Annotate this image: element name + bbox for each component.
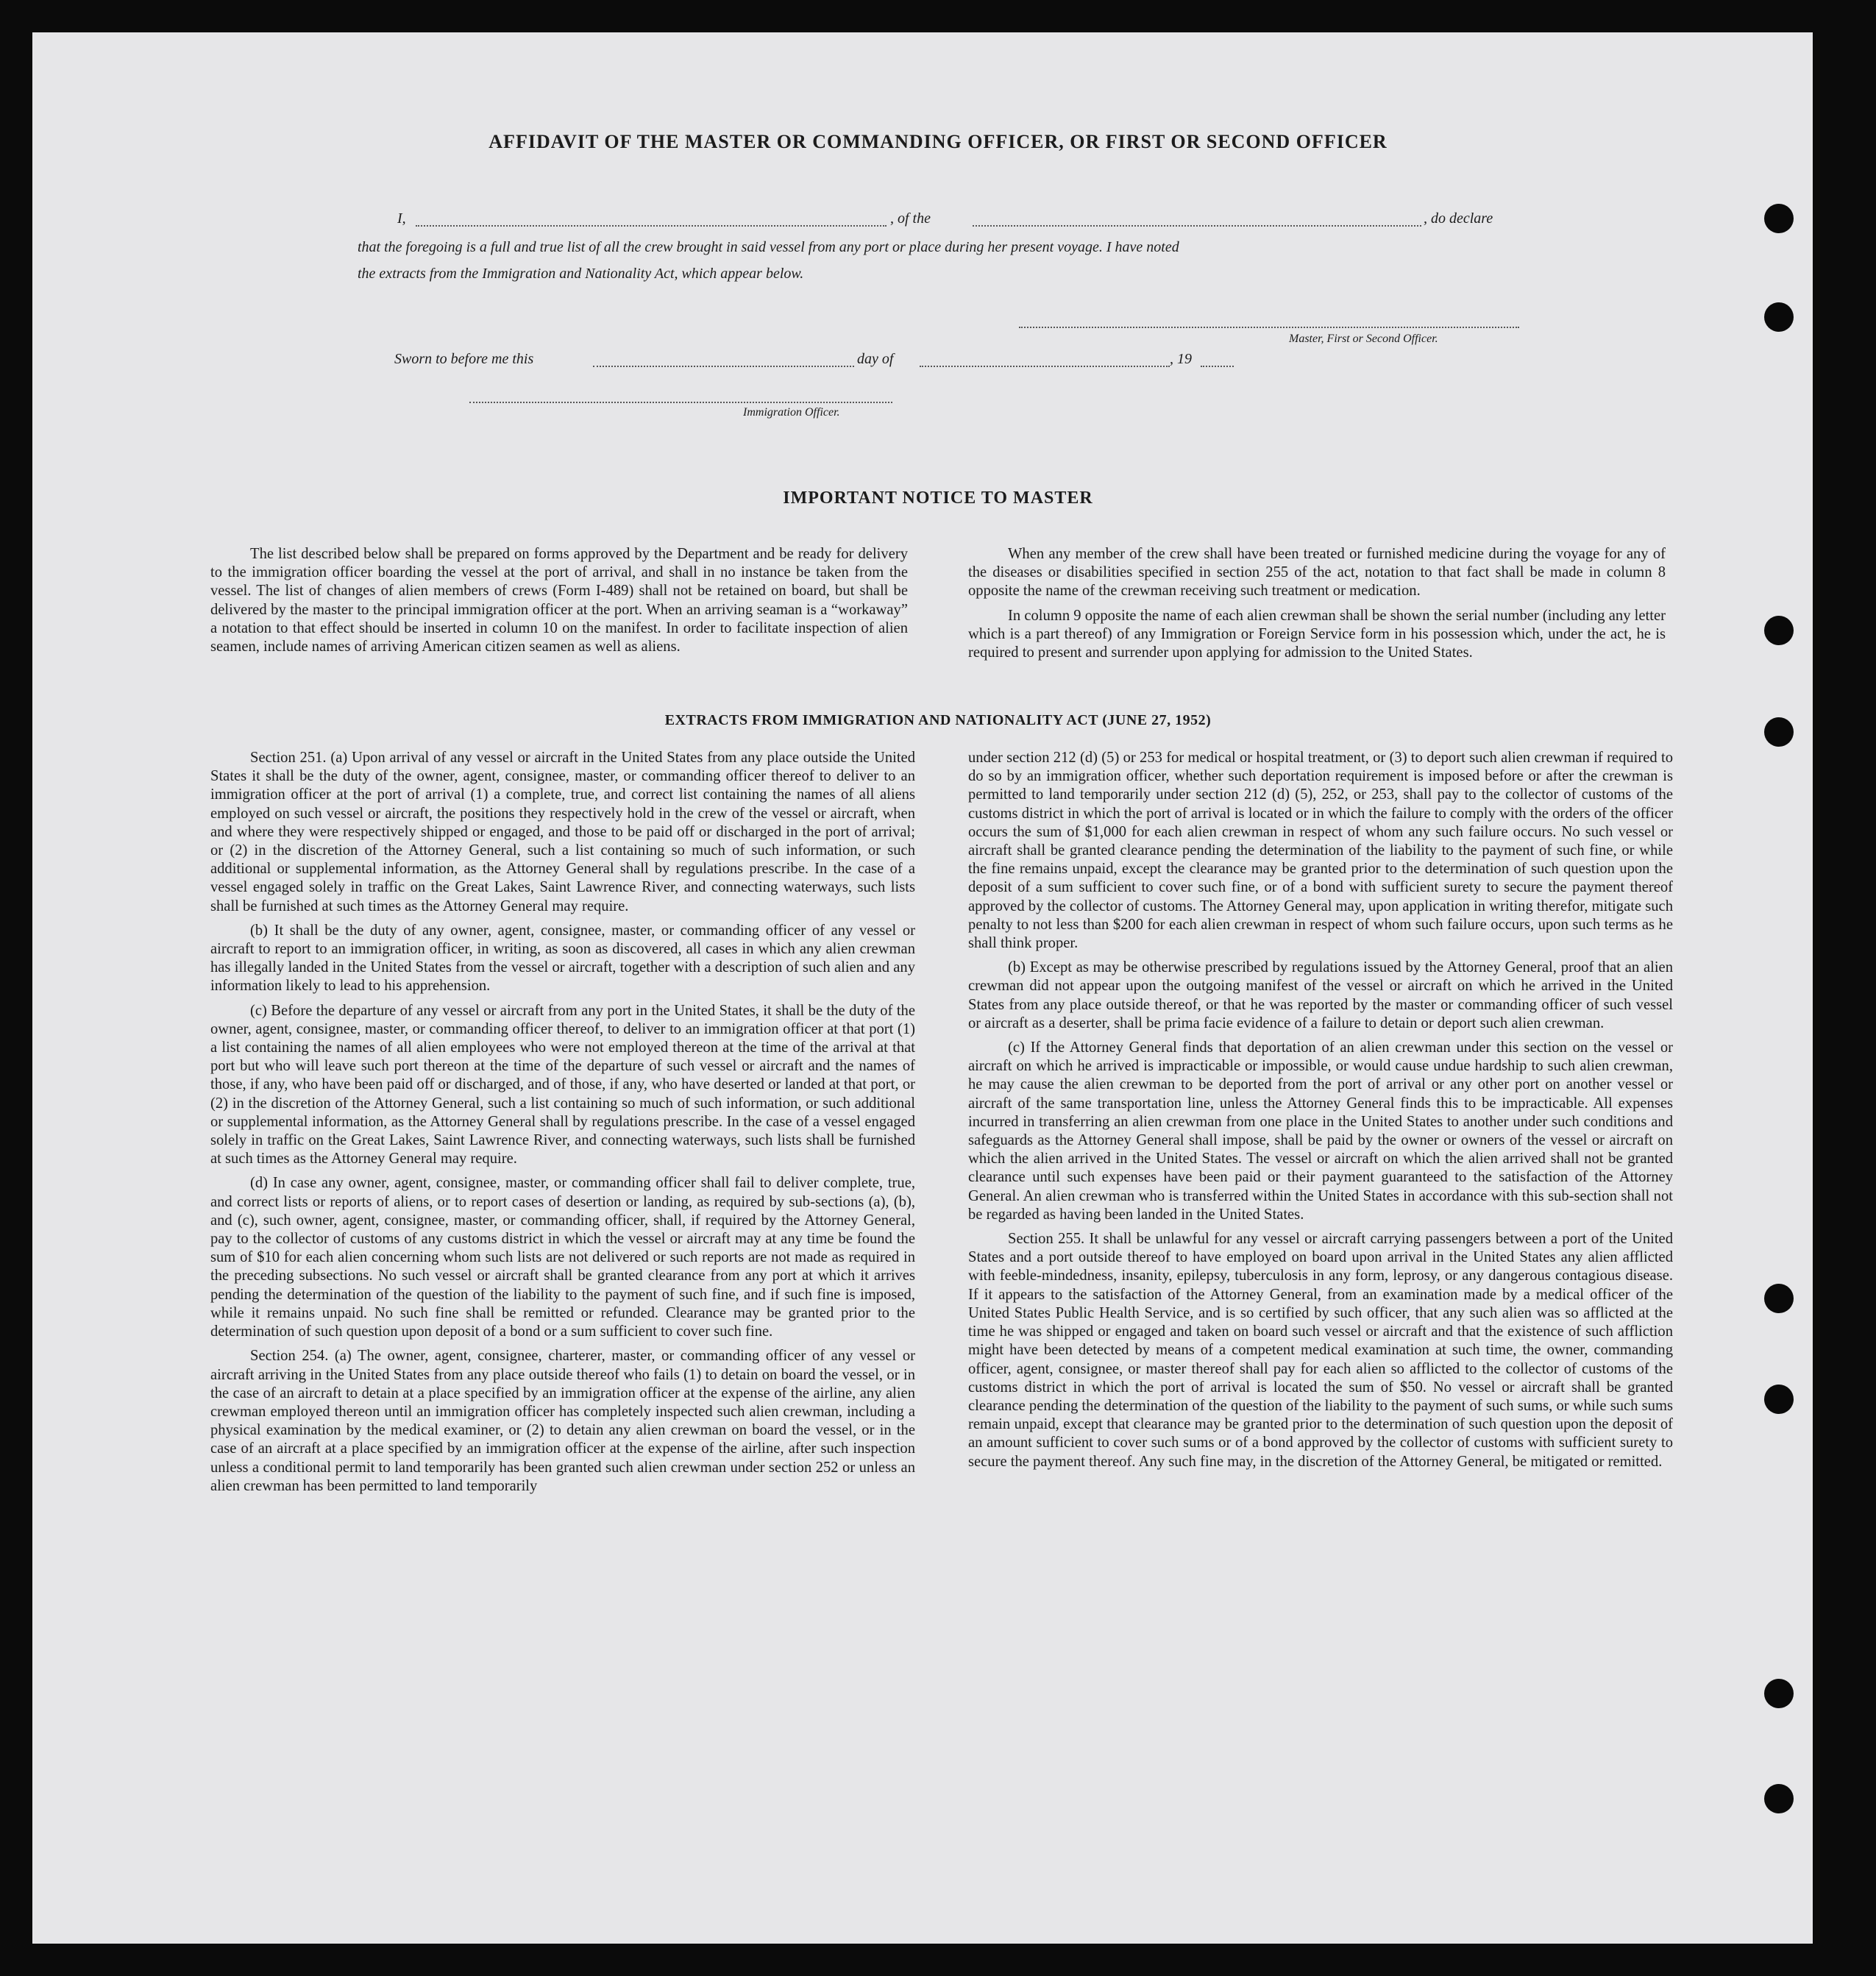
sworn-year-label: , 19 [1170,351,1192,367]
binder-hole [1764,302,1794,332]
section-251c-paragraph: (c) Before the departure of any vessel or aircraft from any port in the United States, it shall be the duty of the owner, agent, consignee, master, or commanding officer thereof, to deliver to an immigration officer at that port (1) a list containing the names of all alien employees who were not employed thereon at the time of the arrival at that port but who will leave such port thereon at the time of the departure of such vessel or aircraft and the names of those, if any, who have been paid off or discharged, and of those, if any, who have deserted or landed at that port, or (2) in the discretion of the Attorney General, such a list containing so much of such information, or such additional or supplemental information, as the Attorney General shall by regulations prescribe. In the case of a vessel engaged solely in traffic on the Great Lakes, Saint Lawrence River, and connecting waterways, such lists shall be furnished at such times as the Attorney General may require. [210,1002,915,1168]
section-255-paragraph: Section 255. It shall be unlawful for any vessel or aircraft carrying passengers between a port of the United States and a port outside thereof to have employed on board upon arrival in the United States any alien afflicted with feeble-mindedness, insanity, epilepsy, tuberculosis in any form, leprosy, or any dangerous contagious disease. If it appears to the satisfaction of the Attorney General, from an examination made by a medical officer of the United States Public Health Service, and is so certified by such officer, that any such alien was so afflicted at the time he was shipped or engaged and taken on board such vessel or aircraft and that the existence of such affliction might have been detected by means of a competent medical examination at such time, the owner, commanding officer, agent, consignee, or master thereof shall pay for each alien so afflicted to the collector of customs of the customs district in which the port of arrival is located the sum of $50. No vessel or aircraft shall be granted clearance pending the determination of the question of the liability to the payment of such sums, or while such sums remain unpaid, except that clearance may be granted prior to the determination of such question upon the deposit of an amount sufficient to cover such sums or of a bond approved by the collector of customs with sufficient surety to secure the payment thereof. Any such fine may, in the discretion of the Attorney General, be mitigated or remitted. [968,1231,1673,1470]
sworn-month-field[interactable] [920,366,1170,367]
notice-title: IMPORTANT NOTICE TO MASTER [783,488,1093,508]
binder-hole [1764,1679,1794,1708]
sworn-prefix-label: Sworn to before me this [394,351,534,367]
section-251a-paragraph: Section 251. (a) Upon arrival of any vessel or aircraft in the United States from any place outside the United States it shall be the duty of the owner, agent, consignee, master, or commanding officer thereof to deliver to an immigration officer at the port of arrival (1) a complete, true, and correct list containing the names of all aliens employed on such vessel or aircraft, the positions they respectively hold in the crew of the vessel or aircraft, when and where they were respectively shipped or engaged, and those to be paid off or discharged in the port of arrival; or (2) in the discretion of the Attorney General, such a list containing so much of such information, or such additional or supplemental information, as the Attorney General shall by regulations prescribe. In the case of a vessel engaged solely in traffic on the Great Lakes, Saint Lawrence River, and connecting waterways, such lists shall be furnished at such times as the Attorney General may require. [210,750,915,914]
section-251b-paragraph: (b) It shall be the duty of any owner, agent, consignee, master, or commanding officer of any vessel or aircraft to report to an immigration officer, in writing, as soon as discovered, all cases in which any alien crewman has illegally landed in the United States from the vessel or aircraft, together with a description of such alien and any information likely to lead to his apprehension. [210,922,915,995]
affidavit-title: AFFIDAVIT OF THE MASTER OR COMMANDING OFFICER, OR FIRST OR SECOND OFFICER [488,131,1388,152]
extracts-left-column [210,749,915,1501]
affidavit-declare-label: , do declare [1424,210,1493,227]
sworn-day-of-label: day of [857,351,894,367]
binder-hole [1764,1385,1794,1414]
notice-paragraph: The list described below shall be prepared on forms approved by the Department and be ready for delivery to the immigration officer boarding the vessel at the port of arrival, and shall in no instance be taken from the vessel. The list of changes of alien members of crews (Form I-489) shall not be retained on board, but shall be delivered by the master to the principal immigration officer at the port. When an arriving seaman is a “workaway” a notation to that effect should be inserted in column 10 on the manifest. In order to facilitate inspection of alien seamen, include names of arriving American citizen seamen as well as aliens. [210,546,908,655]
vessel-name-field[interactable] [973,225,1421,227]
notice-paragraph: When any member of the crew shall have been treated or furnished medicine during the voyage for any of the diseases or disabilities specified in section 255 of the act, notation to that fact shall be made in column 8 opposite the name of the crewman receiving such treatment or medication. [968,546,1666,600]
section-254c-paragraph: (c) If the Attorney General finds that deportation of an alien crewman under this section on the vessel or aircraft on which he arrived is impracticable or impossible, or would cause undue hardship to such alien crewman, he may cause the alien crewman to be deported from the port of arrival or any other port on another vessel or aircraft of the same transportation line, unless the Attorney General finds this to be impracticable. All expenses incurred in transferring an alien crewman from one place in the United States to another under such conditions and safeguards as the Attorney General shall impose, shall be paid by the owner or owners of the vessel or aircraft on which the alien arrived in the United States. The vessel or aircraft on which the alien arrived shall not be granted clearance until such expenses have been paid or their payment guaranteed to the satisfaction of the Attorney General. An alien crewman who is transferred within the United States in accordance with this sub-section shall not be regarded as having been landed in the United States. [968,1039,1673,1223]
binder-hole [1764,616,1794,645]
extracts-title: EXTRACTS FROM IMMIGRATION AND NATIONALITY ACT (JUNE 27, 1952) [664,712,1212,728]
notice-left-column [210,545,908,662]
section-251d-paragraph: (d) In case any owner, agent, consignee, master, or commanding officer shall fail to deliver complete, true, and correct lists or reports of aliens, or to report cases of desertion or landing, as required by sub-sections (a), (b), and (c), such owner, agent, consignee, master, or commanding officer, shall, if required by the Attorney General, pay to the collector of customs of any customs district in which the vessel or aircraft may at any time be found the sum of $10 for each alien concerning whom such lists are not delivered or such reports are not made as required in the preceding subsections. No such vessel or aircraft shall be granted clearance from any port at which it arrives pending the determination of the question of the liability to the payment of such fine, and if such fine is imposed, while it remains unpaid. No such fine shall be remitted or refunded. Clearance may be granted prior to the determination of such question upon deposit of a bond or a sum sufficient to cover such fine. [210,1175,915,1340]
binder-hole [1764,1284,1794,1313]
declarant-name-field[interactable] [416,225,887,227]
section-254a-paragraph: Section 254. (a) The owner, agent, consignee, charterer, master, or commanding officer of any vessel or aircraft arriving in the United States from any place outside thereof who fails (1) to detain on board the vessel, or in the case of an aircraft to detain at a place specified by an immigration officer at the expense of the airline, any alien crewman employed thereon until an immigration officer has completely inspected such alien crewman, including a physical examination by the medical examiner, or (2) to detain any alien crewman on board the vessel, or in the case of an aircraft at a place specified by an immigration officer at the expense of the airline, after such inspection unless a conditional permit to land temporarily has been granted such alien crewman under section 252 or unless an alien crewman has been permitted to land temporarily [210,1348,915,1494]
immigration-officer-signature-line[interactable] [469,402,892,403]
notice-right-column [968,545,1666,668]
immigration-officer-caption: Immigration Officer. [743,406,840,419]
sworn-year-field[interactable] [1201,366,1234,367]
extracts-right-column [968,749,1673,1477]
affidavit-statement-line-1: that the foregoing is a full and true list of all the crew brought in said vessel from any port or place during her present voyage. I have noted [358,239,1179,255]
master-signature-caption: Master, First or Second Officer. [1289,333,1438,345]
notice-paragraph: In column 9 opposite the name of each alien crewman shall be shown the serial number (including any letter which is a part thereof) of any Immigration or Foreign Service form in his possession which, under the act, he is required to present and surrender upon applying for admission to the United States. [968,607,1666,661]
affidavit-of-the-label: , of the [890,210,931,227]
affidavit-declarant-prefix: I, [397,210,406,227]
binder-hole [1764,204,1794,233]
section-254a-continued-paragraph: under section 212 (d) (5) or 253 for medical or hospital treatment, or (3) to deport such alien crewman if required to do so by an immigration officer, whether such deportation requirement is imposed before or after the crewman is permitted to land temporarily under section 212 (d) (5), 252, or 253, shall pay to the collector of customs of the customs district in which the port of arrival is located or in which the failure to comply with the orders of the officer occurs the sum of $1,000 for each alien crewman in respect of whom any such failure occurs. No such vessel or aircraft shall be granted clearance pending the determination of the liability to the payment of such fine, or while the fine remains unpaid, except the clearance may be granted prior to the determination of such question upon the deposit of a sum sufficient to cover such fine, or of a bond with sufficient surety to secure the payment thereof approved by the collector of customs. The Attorney General may, upon application in writing therefor, mitigate such penalty to not less than $200 for each alien crewman in respect of whom such failure occurs, upon such terms as he shall think proper. [968,750,1673,952]
binder-hole [1764,1784,1794,1813]
sworn-day-field[interactable] [593,366,854,367]
affidavit-statement-line-2: the extracts from the Immigration and Nationality Act, which appear below. [358,266,804,282]
master-signature-line[interactable] [1019,327,1519,328]
section-254b-paragraph: (b) Except as may be otherwise prescribed by regulations issued by the Attorney General, proof that an alien crewman did not appear upon the outgoing manifest of the vessel or aircraft on which he arrived in the United States from any place outside thereof, or that he was reported by the master or commanding officer of such vessel or aircraft as a deserter, shall be prima facie evidence of a failure to detain or deport such alien crewman. [968,959,1673,1031]
